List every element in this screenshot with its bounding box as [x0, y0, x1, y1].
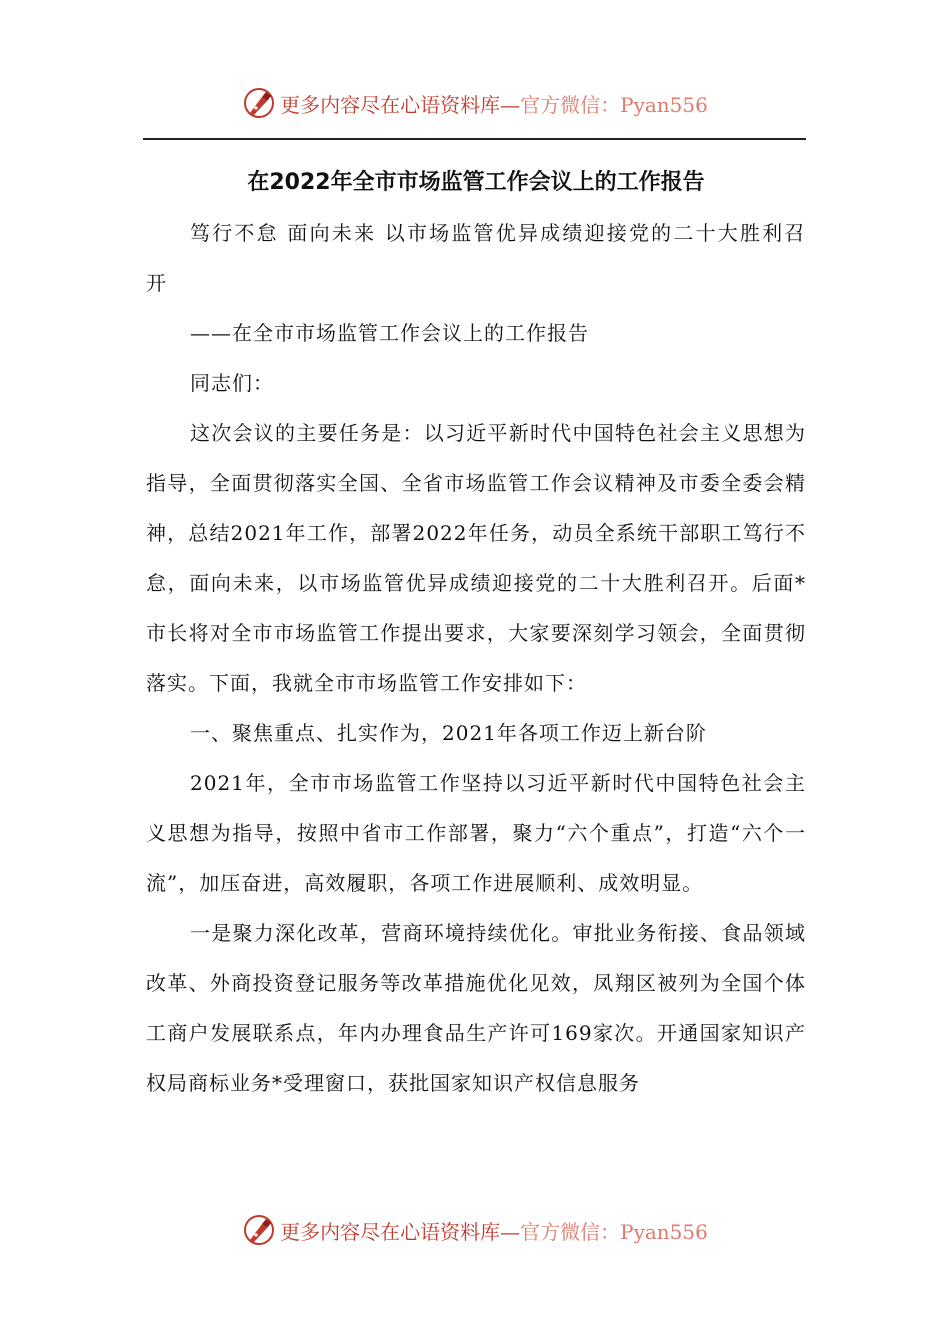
section-heading: 一、聚焦重点、扎实作为，2021年各项工作迈上新台阶 — [190, 721, 707, 745]
pen-nib-circle-icon — [242, 1213, 276, 1247]
body-paragraph: 2021年，全市市场监管工作坚持以习近平新时代中国特色社会主义思想为指导，按照中省市工作部署，聚力“六个重点”，打造“六个一流”，加压奋进，高效履职，各项工作进展顺利、成效明显。 — [146, 771, 806, 895]
watermark-text: 更多内容尽在心语资料库—官方微信：Pyan556 — [280, 92, 708, 117]
pen-nib-circle-icon — [242, 86, 276, 120]
body-paragraph: 这次会议的主要任务是：以习近平新时代中国特色社会主义思想为指导，全面贯彻落实全国、全省市场监管工作会议精神及市委全委会精神，总结2021年工作，部署2022年任务，动员全系统干部职工笃行不怠，面向未来，以市场监管优异成绩迎接党的二十大胜利召开。后面*市长将对全市市场监管工作提出要求，大家要深刻学习领会，全面贯彻落实。下面，我就全市市场监管工作安排如下： — [146, 421, 806, 695]
header-divider — [143, 138, 806, 140]
document-subtitle-dash: ——在全市市场监管工作会议上的工作报告 — [190, 321, 589, 345]
watermark-text: 更多内容尽在心语资料库—官方微信：Pyan556 — [280, 1219, 708, 1244]
document-title: 在2022年全市市场监管工作会议上的工作报告 — [247, 170, 705, 195]
document-body — [146, 160, 806, 1108]
watermark-banner-bottom — [0, 1207, 950, 1253]
document-subtitle: 笃行不怠 面向未来 以市场监管优异成绩迎接党的二十大胜利召开 — [146, 221, 806, 295]
watermark-banner-top — [0, 80, 950, 126]
body-paragraph: 一是聚力深化改革，营商环境持续优化。审批业务衔接、食品领域改革、外商投资登记服务等改革措施优化见效，凤翔区被列为全国个体工商户发展联系点，年内办理食品生产许可169家次。开通国家知识产权局商标业务*受理窗口，获批国家知识产权信息服务 — [146, 921, 806, 1095]
salutation: 同志们： — [190, 371, 274, 395]
